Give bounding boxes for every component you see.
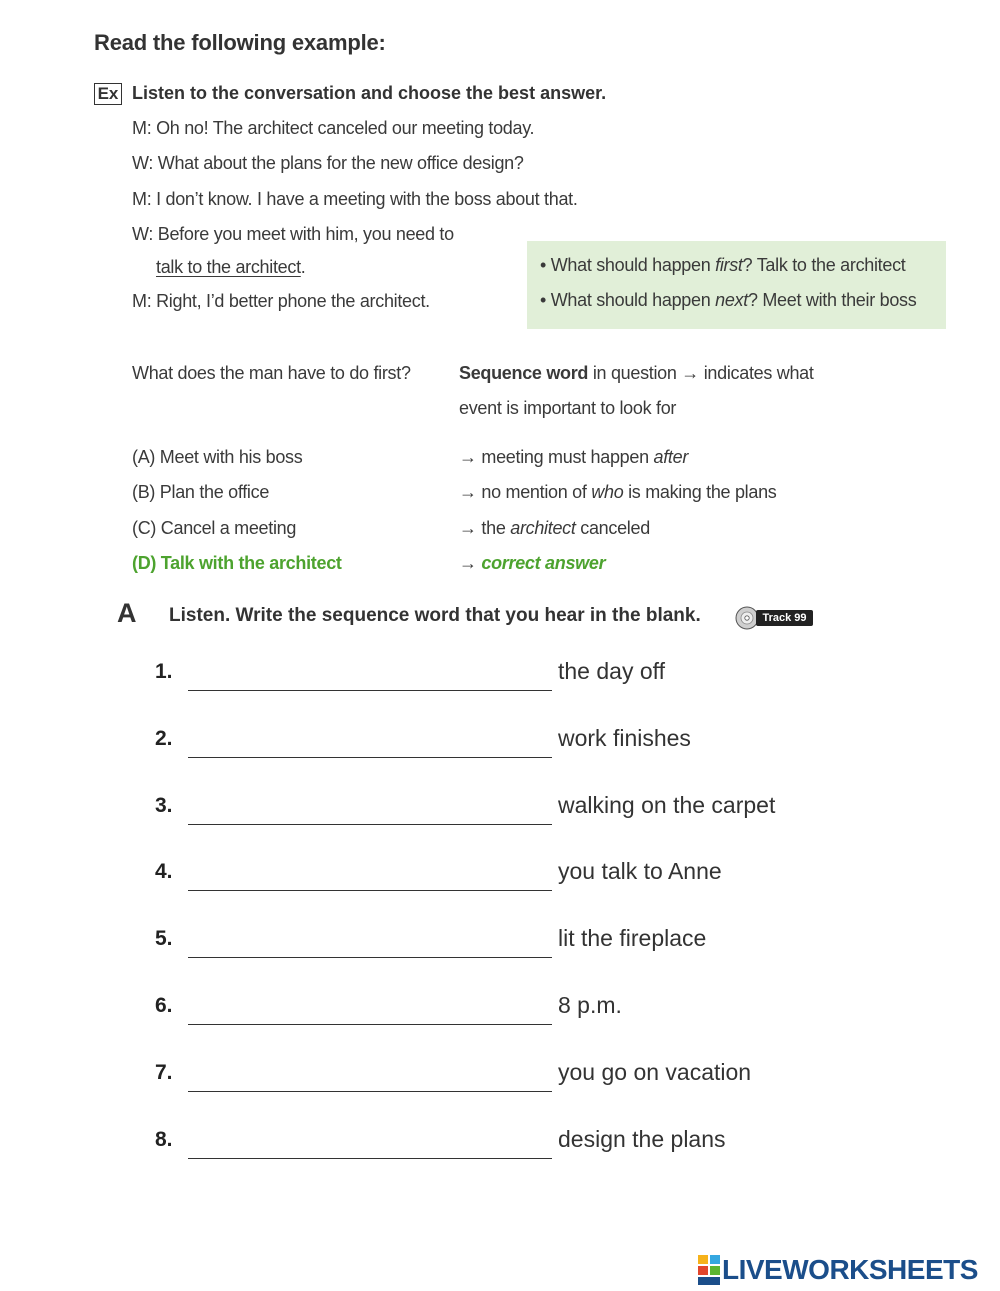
conversation-line-1: M: Oh no! The architect canceled our meeting today. — [132, 118, 535, 138]
conversation-line-6: M: Right, I’d better phone the architect. — [132, 291, 430, 311]
item-1-phrase: the day off — [558, 658, 665, 684]
item-4-phrase: you talk to Anne — [558, 858, 722, 884]
item-6-answer-input[interactable] — [190, 996, 554, 1026]
explanation-b-post: is making the plans — [623, 482, 777, 502]
item-4-answer-input[interactable] — [190, 862, 554, 892]
explanation-a-pre: → meeting must happen — [459, 447, 654, 467]
item-3-number: 3. — [155, 794, 173, 817]
note-rest: in question → indicates what — [588, 363, 814, 383]
section-a-letter: A — [117, 598, 137, 628]
option-d: (D) Talk with the architect — [132, 553, 342, 573]
conversation-line-4: W: Before you meet with him, you need to — [132, 224, 454, 244]
note-line-2: event is important to look for — [459, 398, 677, 418]
item-2-number: 2. — [155, 727, 173, 750]
item-3-answer-input[interactable] — [190, 796, 554, 826]
tip-box — [527, 241, 946, 329]
tip-next-post: ? Meet with their boss — [747, 290, 917, 310]
item-1-number: 1. — [155, 660, 173, 683]
explanation-c — [459, 518, 650, 539]
underlined-phrase: talk to the architect — [156, 257, 301, 277]
liveworksheets-logo-text: LIVEWORKSHEETS — [722, 1254, 978, 1285]
section-a-instruction: Listen. Write the sequence word that you hear in the blank. — [169, 605, 701, 626]
note-bold: Sequence word — [459, 363, 589, 383]
item-5-number: 5. — [155, 927, 173, 950]
conversation-line-5 — [156, 257, 305, 278]
explanation-a-em: after — [653, 447, 689, 467]
item-8-answer-input[interactable] — [190, 1130, 554, 1160]
item-8-number: 8. — [155, 1128, 173, 1151]
explanation-d-arrow: → — [459, 553, 482, 573]
explanation-b-pre: → no mention of — [459, 482, 592, 502]
explanation-b-em: who — [591, 482, 624, 502]
explanation-d-em: correct answer — [481, 553, 606, 573]
item-8-phrase: design the plans — [558, 1126, 726, 1152]
example-instruction: Listen to the conversation and choose the best answer. — [132, 83, 607, 103]
item-1-answer-input[interactable] — [190, 662, 554, 692]
explanation-d — [459, 553, 605, 574]
item-4-number: 4. — [155, 860, 173, 883]
period: . — [300, 257, 306, 277]
item-6-number: 6. — [155, 994, 173, 1017]
item-5-phrase: lit the fireplace — [558, 925, 707, 951]
item-5-answer-input[interactable] — [190, 929, 554, 959]
note-line-1 — [459, 363, 814, 384]
conversation-line-2: W: What about the plans for the new office design? — [132, 153, 524, 173]
explanation-c-post: canceled — [575, 518, 650, 538]
option-a: (A) Meet with his boss — [132, 447, 303, 467]
explanation-a — [459, 447, 688, 468]
explanation-b — [459, 482, 777, 503]
explanation-c-pre: → the — [459, 518, 511, 538]
tip-next — [540, 290, 916, 311]
liveworksheets-logo-icon — [697, 1253, 723, 1287]
page-heading: Read the following example: — [94, 30, 386, 55]
tip-first-em: first — [715, 255, 743, 275]
item-7-number: 7. — [155, 1061, 173, 1084]
item-2-phrase: work finishes — [558, 725, 691, 751]
item-7-answer-input[interactable] — [190, 1063, 554, 1093]
tip-next-pre: • What should happen — [540, 290, 716, 310]
track-badge: Track 99 — [756, 610, 813, 626]
tip-next-em: next — [715, 290, 748, 310]
tip-first — [540, 255, 906, 276]
example-question: What does the man have to do first? — [132, 363, 411, 383]
item-7-phrase: you go on vacation — [558, 1059, 752, 1085]
tip-first-post: ? Talk to the architect — [742, 255, 906, 275]
example-badge: Ex — [94, 83, 122, 105]
option-b: (B) Plan the office — [132, 482, 270, 502]
explanation-c-em: architect — [510, 518, 576, 538]
tip-first-pre: • What should happen — [540, 255, 716, 275]
item-2-answer-input[interactable] — [190, 729, 554, 759]
item-6-phrase: 8 p.m. — [558, 992, 622, 1018]
conversation-line-3: M: I don’t know. I have a meeting with the boss about that. — [132, 189, 578, 209]
option-c: (C) Cancel a meeting — [132, 518, 297, 538]
item-3-phrase: walking on the carpet — [558, 792, 776, 818]
